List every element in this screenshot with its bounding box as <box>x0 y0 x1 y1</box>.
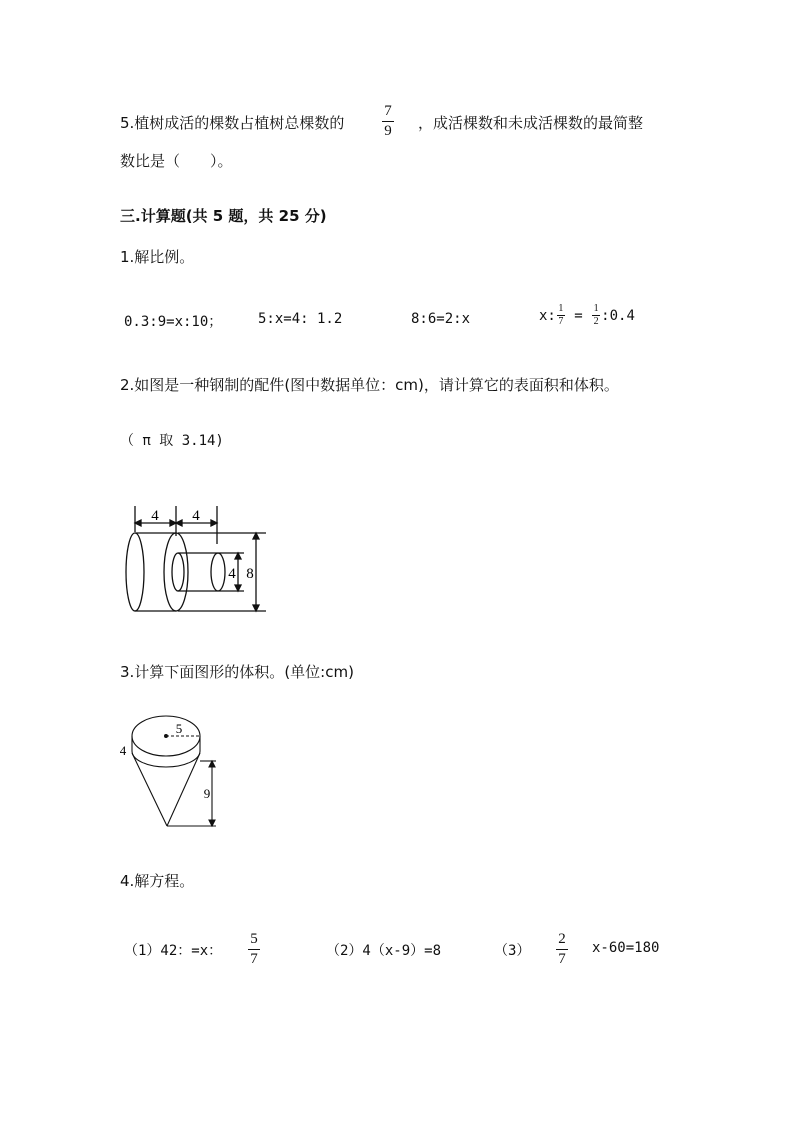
p2-label-top-right: 4 <box>192 508 200 524</box>
p3-label-cone-height: 9 <box>203 786 211 801</box>
p1-eq4-fraction-1 <box>557 304 565 327</box>
fraction-bar <box>382 121 394 122</box>
p1-equation-1: 0.3:9=x:10； <box>124 314 223 330</box>
p1-eq4-prefix: x: <box>539 307 556 324</box>
q5-text-line2: 数比是（ ）。 <box>120 152 233 170</box>
cylinder-cone-figure <box>116 708 226 832</box>
fraction-bar <box>556 949 568 950</box>
p1-eq4-fraction-2 <box>592 304 600 327</box>
p1-eq4-suffix: :0.4 <box>601 307 635 324</box>
p4-eq1-denominator: 7 <box>250 951 258 967</box>
p4-title: 4.解方程。 <box>120 872 195 890</box>
q5-fraction-denominator: 9 <box>384 123 392 139</box>
p4-eq3-numerator: 2 <box>558 931 566 947</box>
p1-eq4-f2-denominator: 2 <box>593 316 599 327</box>
p1-title: 1.解比例。 <box>120 248 195 266</box>
p3-title: 3.计算下面图形的体积。(单位:cm) <box>120 663 354 681</box>
p2-pi-note: （ π 取 3.14) <box>120 433 224 449</box>
p4-eq3-denominator: 7 <box>558 951 566 967</box>
p1-eq4-f1-denominator: 7 <box>558 316 564 327</box>
p4-eq3-prefix: （3） <box>494 943 531 959</box>
q5-text-part2: ，成活棵数和未成活棵数的最简整 <box>418 114 644 132</box>
p1-equation-3: 8:6=2:x <box>411 311 471 327</box>
fraction-bar <box>248 949 260 950</box>
q5-text-part1: 5.植树成活的棵数占植树总棵数的 <box>120 114 345 132</box>
section-heading: 三.计算题(共 5 题，共 25 分) <box>120 207 327 225</box>
p1-eq4-f1-numerator: 1 <box>558 303 564 314</box>
p3-label-cylinder-height: 4 <box>119 743 127 758</box>
p4-eq3-suffix: x-60=180 <box>592 940 660 956</box>
q5-fraction <box>382 104 394 139</box>
p3-label-radius: 5 <box>175 721 183 736</box>
p2-title: 2.如图是一种钢制的配件(图中数据单位：cm)，请计算它的表面积和体积。 <box>120 376 619 394</box>
p2-label-inner-diameter: 4 <box>228 566 236 582</box>
p4-eq3-fraction <box>556 932 568 967</box>
p1-equation-2: 5:x=4: 1.2 <box>258 311 343 327</box>
q5-fraction-numerator: 7 <box>384 103 392 119</box>
p2-label-top-left: 4 <box>151 508 159 524</box>
p1-eq4-f2-numerator: 1 <box>593 303 599 314</box>
p4-eq1-numerator: 5 <box>250 931 258 947</box>
p1-eq4-mid: = <box>565 307 592 324</box>
p1-equation-4 <box>539 304 635 327</box>
p4-eq1-prefix: （1）42：=x： <box>124 943 223 959</box>
p4-eq2: （2）4（x-9）=8 <box>326 943 442 959</box>
p4-eq1-fraction <box>248 932 260 967</box>
steel-part-figure <box>118 500 278 620</box>
p2-label-outer-diameter: 8 <box>246 566 254 582</box>
